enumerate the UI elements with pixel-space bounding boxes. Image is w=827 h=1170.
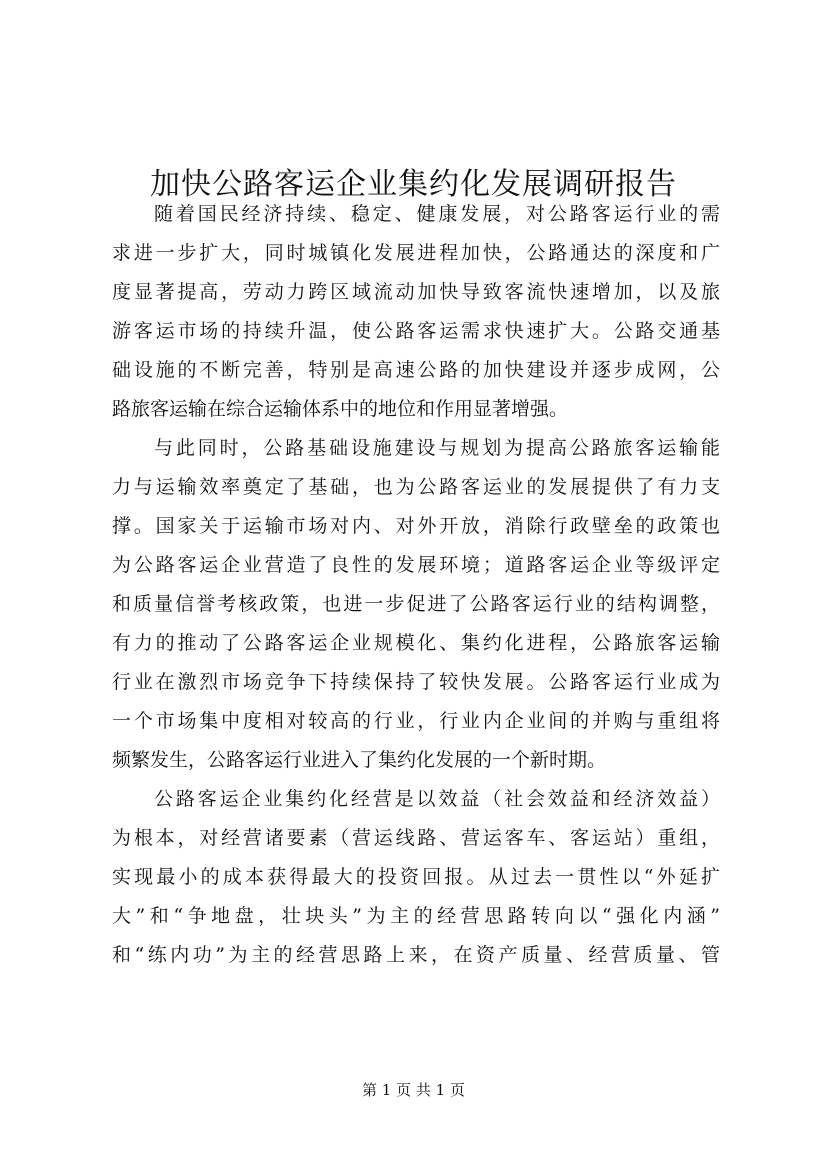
text-line: 随着国民经济持续、稳定、健康发展，对公路客运行业的需 xyxy=(154,203,720,225)
text-line: 有力的推动了公路客运企业规模化、集约化进程，公路旅客运输 xyxy=(112,632,720,654)
text-line: 和“练内功”为主的经营思路上来，在资产质量、经营质量、管 xyxy=(112,944,720,966)
paragraph-2 xyxy=(112,429,720,780)
text-line: 求进一步扩大，同时城镇化发展进程加快，公路通达的深度和广 xyxy=(112,242,720,264)
text-line: 游客运市场的持续升温，使公路客运需求快速扩大。公路交通基 xyxy=(112,320,720,342)
text-line: 撑。国家关于运输市场对内、对外开放，消除行政壁垒的政策也 xyxy=(112,515,720,537)
text-line: 和质量信誉考核政策，也进一步促进了公路客运行业的结构调整， xyxy=(112,593,720,615)
text-line: 为公路客运企业营造了良性的发展环境；道路客运企业等级评定 xyxy=(112,554,720,576)
text-line: 础设施的不断完善，特别是高速公路的加快建设并逐步成网，公 xyxy=(112,359,720,381)
text-line: 行业在激烈市场竞争下持续保持了较快发展。公路客运行业成为 xyxy=(112,671,720,693)
text-line: 频繁发生，公路客运行业进入了集约化发展的一个新时期。 xyxy=(112,749,607,771)
text-line: 为根本，对经营诸要素（营运线路、营运客车、客运站）重组， xyxy=(112,827,720,849)
text-line: 力与运输效率奠定了基础，也为公路客运业的发展提供了有力支 xyxy=(112,476,720,498)
text-line: 公路客运企业集约化经营是以效益（社会效益和经济效益） xyxy=(154,788,720,810)
paragraph-3 xyxy=(112,780,720,975)
paragraph-1 xyxy=(112,195,720,429)
text-line: 大”和“争地盘，壮块头”为主的经营思路转向以“强化内涵” xyxy=(112,905,720,927)
document-body xyxy=(112,195,720,975)
text-line: 路旅客运输在综合运输体系中的地位和作用显著增强。 xyxy=(112,398,569,420)
text-line: 实现最小的成本获得最大的投资回报。从过去一贯性以“外延扩 xyxy=(112,866,720,888)
page-number-footer: 第 1 页 共 1 页 xyxy=(362,1081,465,1099)
text-line: 与此同时，公路基础设施建设与规划为提高公路旅客运输能 xyxy=(154,437,720,459)
document-title: 加快公路客运企业集约化发展调研报告 xyxy=(150,167,677,203)
text-line: 一个市场集中度相对较高的行业，行业内企业间的并购与重组将 xyxy=(112,710,720,732)
text-line: 度显著提高，劳动力跨区域流动加快导致客流快速增加，以及旅 xyxy=(112,281,720,303)
